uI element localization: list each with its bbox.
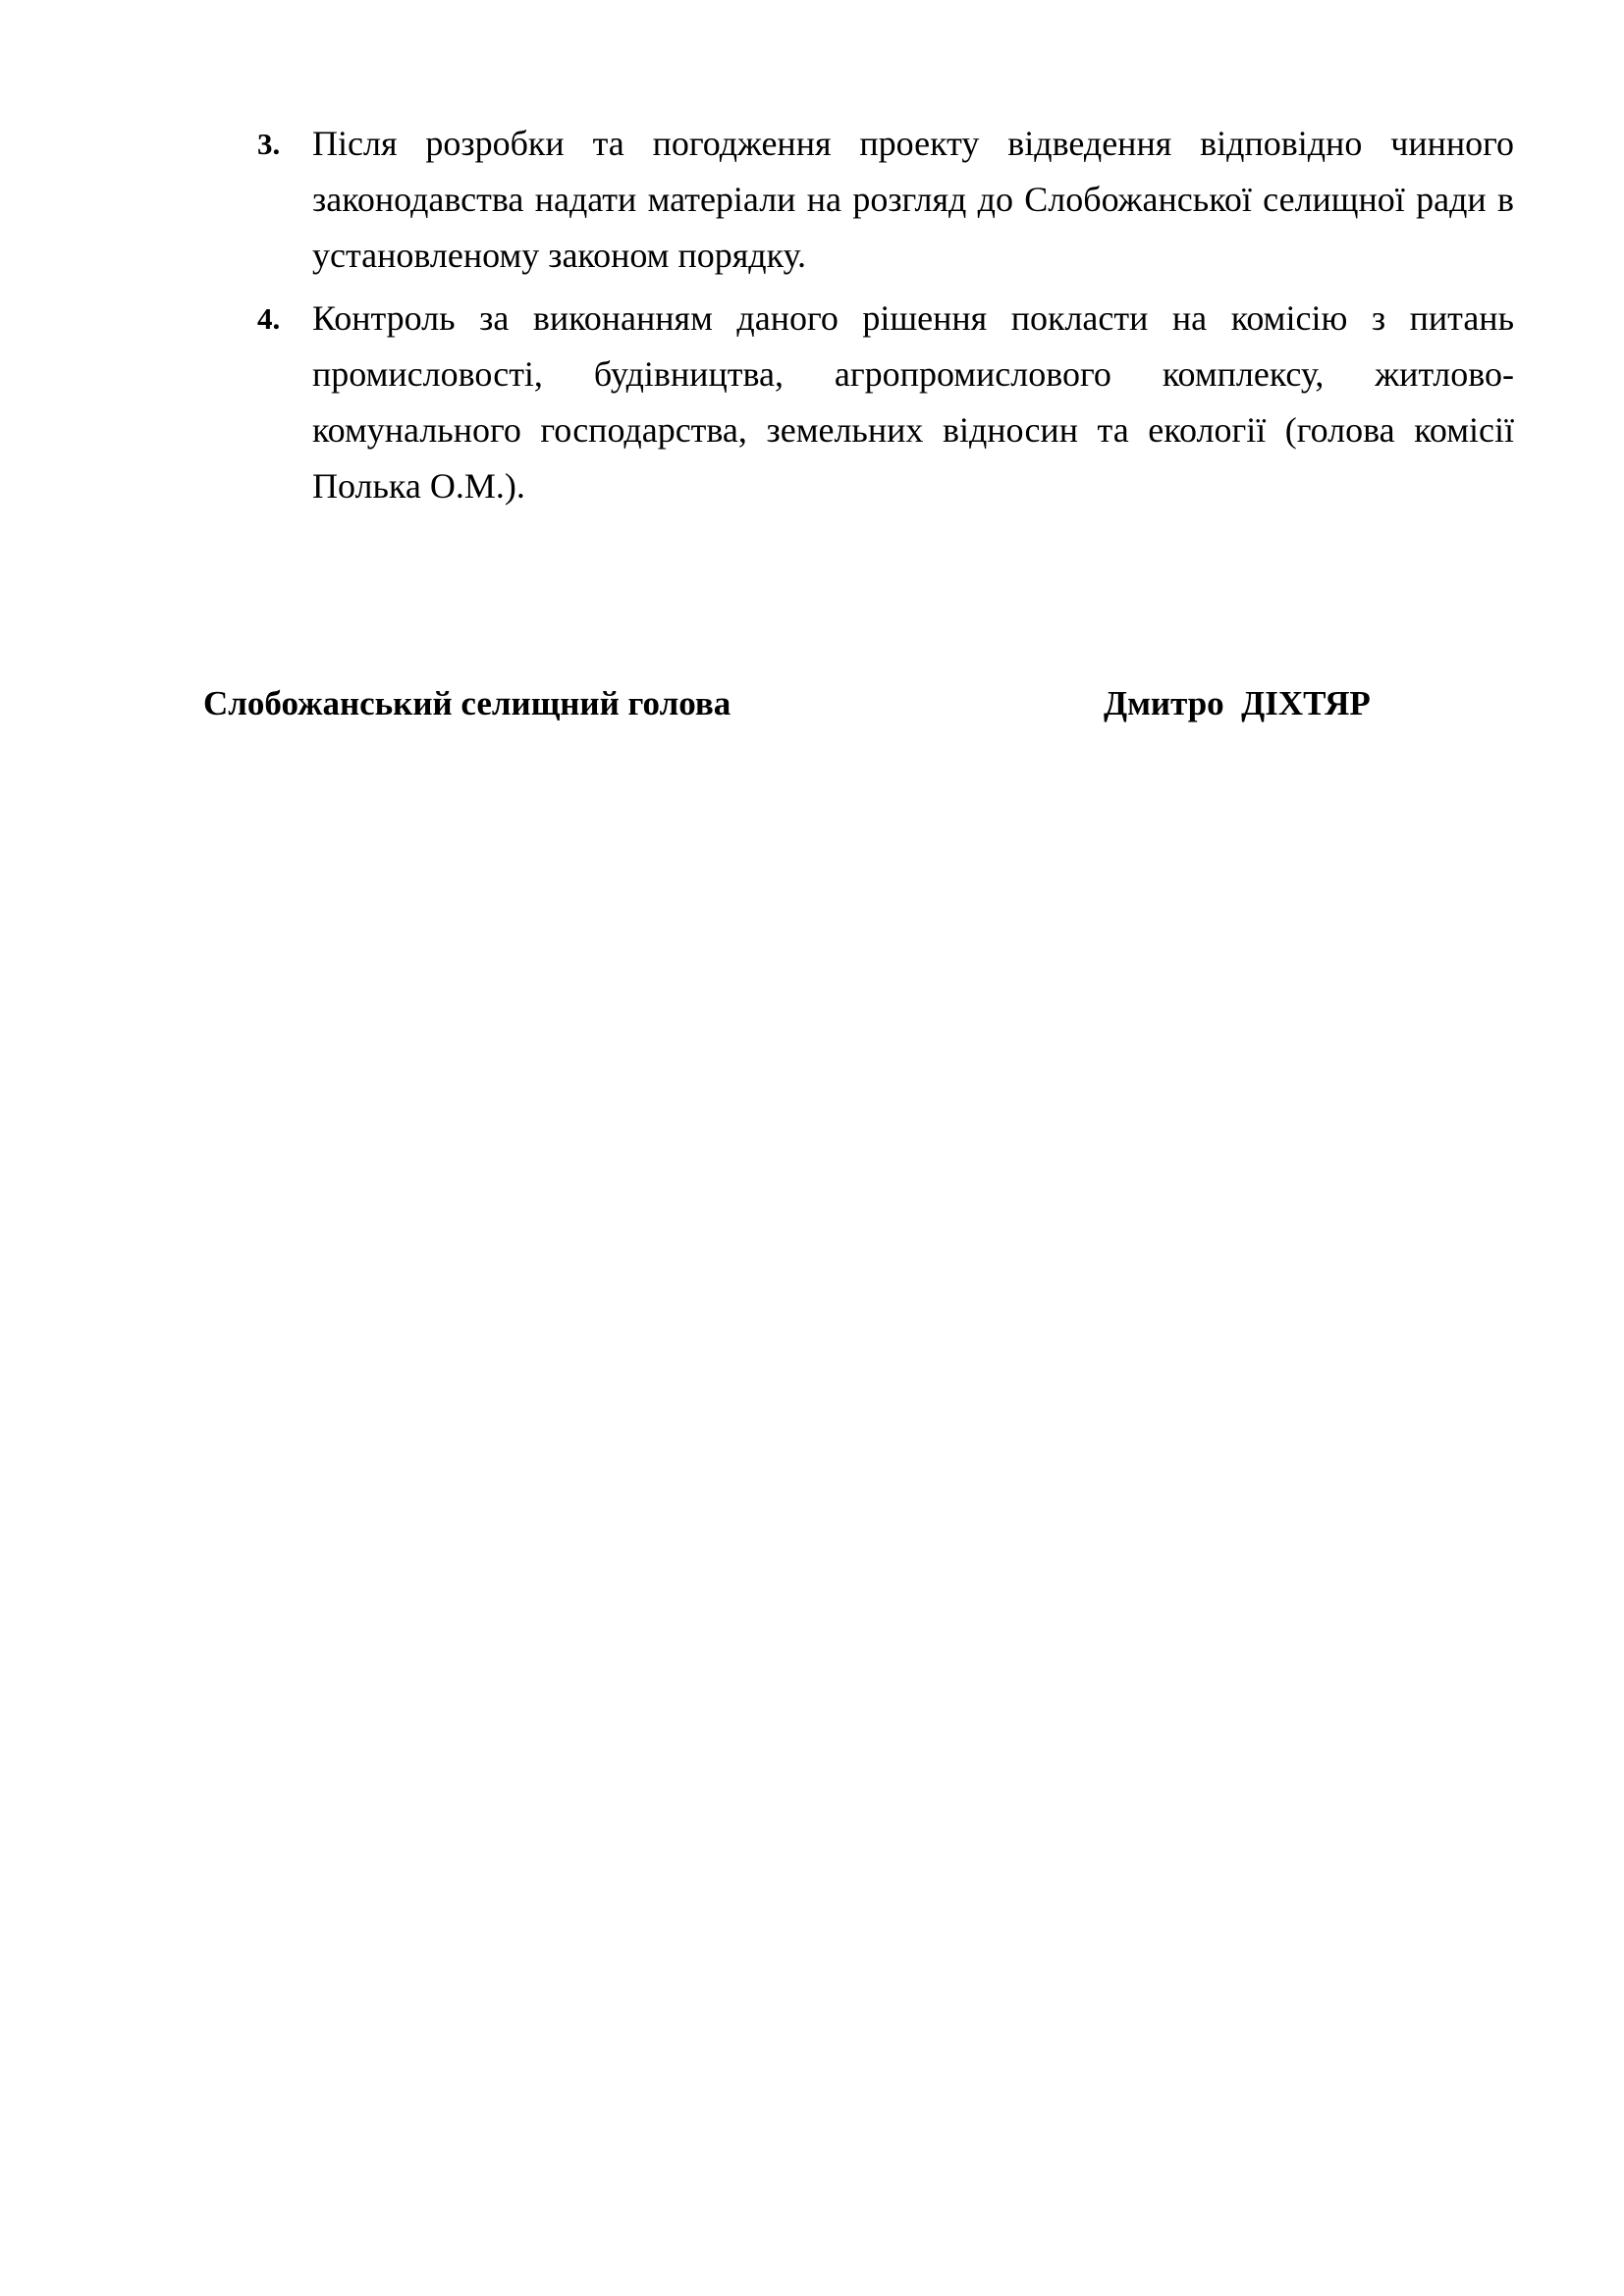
- list-item-4: [257, 291, 1514, 514]
- signature-position: Слобожанський селищний голова: [203, 684, 731, 722]
- list-item-3: [257, 116, 1514, 284]
- list-item-number: 4.: [257, 301, 281, 336]
- list-item-text: Контроль за виконанням даного рішення покласти на комісію з питань промисловості, будівництва, агропромислового комплексу, житлово-комунального господарства, земельних відносин та екології (голова комісії Полька О.М.).: [312, 298, 1514, 506]
- signature-name: Дмитро ДІХТЯР: [1104, 684, 1371, 722]
- list-item-text: Після розробки та погодження проекту відведення відповідно чинного законодавства надати матеріали на розгляд до Слобожанської селищної ради в установленому законом порядку.: [312, 124, 1514, 275]
- list-item-number: 3.: [257, 127, 281, 161]
